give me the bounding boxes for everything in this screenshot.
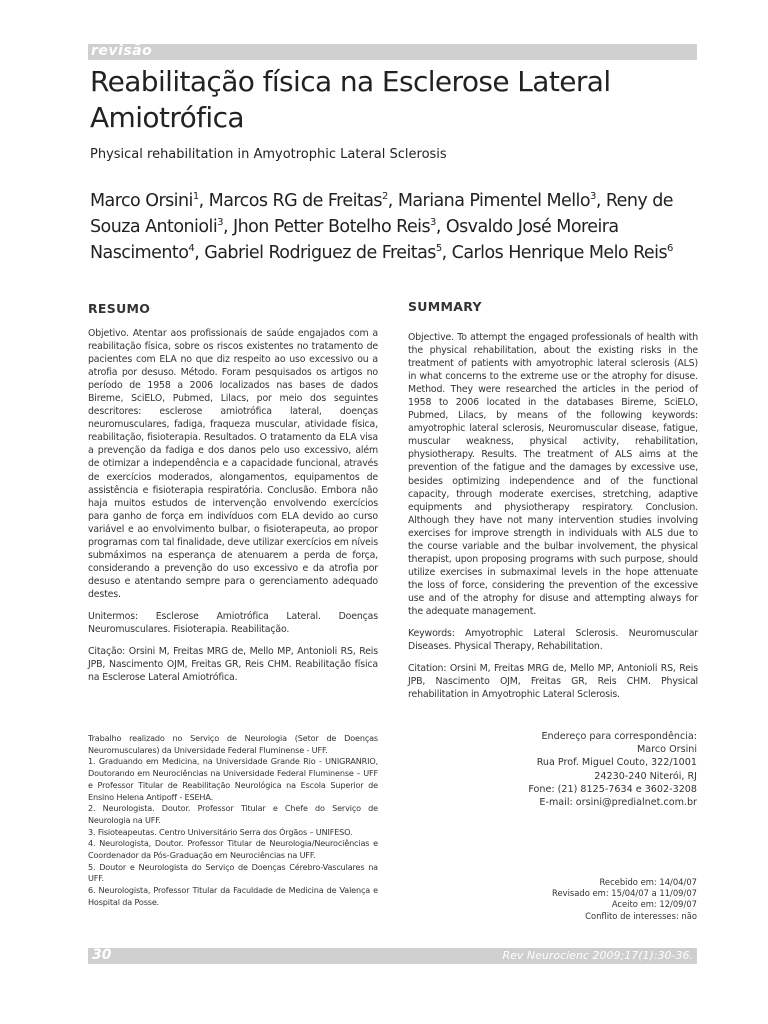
section-bar xyxy=(88,44,697,60)
author-affiliation: 4 xyxy=(188,243,195,255)
footnote: 6. Neurologista, Professor Titular da Faculdade de Medicina de Valença e Hospital da Posse. xyxy=(88,885,378,907)
summary-abstract: Objective. To attempt the engaged professionals of health with the physical rehabilitation, about the existing risks in the treatment of patients with amyotrophic lateral sclerosis (ALS) in what concerns to the extreme use or the atrophy for disuse. Method. They were researched the articles in the period of 1958 to 2006 located in the databases Bireme, SciELO, Pubmed, Lilacs, by means of the following keywords: amyotrophic lateral sclerosis, Neuromuscular disease, fatigue, muscular weakness, physical activity, rehabilitation, physiotherapy. Results. The treatment of ALS aims at the prevention of the fatigue and the damages by excessive use, besides optimizing independence and of the functional capacity, through moderate exercises, stretching, adaptive equipments and physiotherapy respiratory. Conclusion. Although they have not many intervention studies involving exercises for improve strength in individuals with ALS due to the course variable and the bulbar involvement, the physical therapist, upon proposing programs with such purpose, should utilize exercises in submaximal levels in the hope attenuate the loss of force, considering the prevention of the excessive use and of the atrophy for disuse and attempting always for the adequate management. xyxy=(408,332,698,617)
author-list: Marco Orsini$^1$, Marcos RG de Freitas$^2$, Mariana Pimentel Mello$^3$, Reny de Souza Antonioli$^3$, Jhon Petter Botelho Reis$^3$, Osvaldo José Moreira Nascimento$^4$, Gabriel Rodriguez de Freitas$^5$, Carlos Henrique Melo Reis$^6$ xyxy=(90,191,674,263)
footnote: Trabalho realizado no Serviço de Neurologia (Setor de Doenças Neuromusculares) da Universidade Federal Fluminense - UFF. xyxy=(88,733,378,755)
author-name: Gabriel Rodriguez de Freitas xyxy=(204,243,436,263)
summary-column xyxy=(408,331,698,710)
author-affiliation: 3 xyxy=(590,191,596,203)
correspondence-label: Endereço para correspondência: xyxy=(541,731,697,742)
correspondence-phone: Fone: (21) 8125-7634 e 3602-3208 xyxy=(528,783,697,795)
footnote: 5. Doutor e Neurologista do Serviço de Doenças Cérebro-Vasculares na UFF. xyxy=(88,861,378,884)
page-number: 30 xyxy=(92,947,112,963)
dates-block xyxy=(437,877,697,922)
conflict-of-interest: Conflito de interesses: não xyxy=(585,910,697,921)
summary-heading: SUMMARY xyxy=(408,299,482,314)
resumo-abstract: Objetivo. Atentar aos profissionais de saúde engajados com a reabilitação física, sobre os riscos existentes no tratamento de pacientes com ELA no que diz respeito ao uso excessivo ou a atrofia por desuso. Método. Foram pesquisados os artigos no período de 1958 a 2006 localizados nas bases de dados Bireme, SciELO, Pubmed, Lilacs, por meio dos seguintes descritores: esclerose amiotrófica lateral, doenças neuromusculares, fadiga, fraqueza muscular, atividade física, reabilitação, fisioterapia. Resultados. O tratamento da ELA visa a prevenção da fadiga e dos danos pelo uso excessivo, além de otimizar a independência e a capacidade funcional, através de exercícios moderados, alongamentos, equipamentos de assistência e fisioterapia respiratória. Conclusão. Embora não haja muitos estudos de intervenção envolvendo exercícios para ganho de força em indivíduos com ELA devido ao curso variável e ao envolvimento bulbar, o fisioterapeuta, ao propor programas com tal finalidade, deve utilizar exercícios em níveis submáximos na esperança de atenuarem a perda de força, considerando a prevenção do uso excessivo e da atrofia por desuso e atentando sempre para o gerenciamento adequado destes. xyxy=(88,328,378,600)
resumo-heading: RESUMO xyxy=(88,301,151,316)
footnote: 1. Graduando em Medicina, na Universidade Grande Rio - UNIGRANRIO, Doutorando em Neurociências na Universidade Federal Fluminense – UFF e Professor Titular de Reabilitação Neurológica na Escola Superior de Ensino Helena Antipoff - ESEHA. xyxy=(88,756,378,802)
correspondence-block xyxy=(437,730,697,809)
revised-date: Revisado em: 15/04/07 a 11/09/07 xyxy=(552,888,697,899)
author-name: Marco Orsini xyxy=(90,191,193,211)
author-name: Jhon Petter Botelho Reis xyxy=(233,217,431,237)
footnotes xyxy=(88,733,378,909)
resumo-citation: Citação: Orsini M, Freitas MRG de, Mello MP, Antonioli RS, Reis JPB, Nascimento OJM, Freitas GR, Reis CHM. Reabilitação física na Esclerose Lateral Amiotrófica. xyxy=(88,646,378,684)
author-affiliation: 6 xyxy=(667,243,673,255)
footer-bar xyxy=(88,948,697,964)
author-affiliation: 2 xyxy=(381,191,388,203)
author-name: Marcos RG de Freitas xyxy=(208,191,382,211)
author-affiliation: 3 xyxy=(217,217,223,229)
author-affiliation: 5 xyxy=(435,243,442,255)
article-title: Reabilitação física na Esclerose Lateral Amiotrófica xyxy=(90,65,611,134)
footnote: 2. Neurologista. Doutor. Professor Titular e Chefe do Serviço de Neurologia na UFF. xyxy=(88,803,378,825)
author-name: Osvaldo José Moreira Nascimento xyxy=(90,217,619,263)
summary-citation: Citation: Orsini M, Freitas MRG de, Mello MP, Antonioli RS, Reis JPB, Nascimento OJM, Freitas GR, Reis CHM. Physical rehabilitation in Amyotrophic Lateral Sclerosis. xyxy=(408,663,698,701)
resumo-column xyxy=(88,327,378,693)
correspondence-name: Marco Orsini xyxy=(637,744,697,756)
footnote: 4. Neurologista, Doutor. Professor Titular de Neurologia/Neurociências e Coordenador da Pós-Graduação em Neurociências na UFF. xyxy=(88,838,378,861)
author-affiliation: 1 xyxy=(192,191,199,203)
author-affiliation: 3 xyxy=(430,217,436,229)
correspondence-city: 24230-240 Niterói, RJ xyxy=(594,770,697,782)
author-name: Reny de Souza Antonioli xyxy=(90,191,674,237)
accepted-date: Aceito em: 12/09/07 xyxy=(611,899,697,910)
resumo-keywords: Unitermos: Esclerose Amiotrófica Lateral. Doenças Neuromusculares. Fisioterapia. Reabilitação. xyxy=(88,610,378,636)
article-subtitle: Physical rehabilitation in Amyotrophic Lateral Sclerosis xyxy=(90,147,447,162)
section-label: revisão xyxy=(91,43,153,59)
author-name: Carlos Henrique Melo Reis xyxy=(451,243,668,263)
received-date: Recebido em: 14/04/07 xyxy=(599,877,697,887)
journal-citation: Rev Neurocienc 2009;17(1):30-36. xyxy=(502,949,693,962)
correspondence-street: Rua Prof. Miguel Couto, 322/1001 xyxy=(536,757,697,769)
correspondence-email: E-mail: orsini@predialnet.com.br xyxy=(539,797,697,809)
footnote: 3. Fisioteapeutas. Centro Universitário Serra dos Órgãos – UNIFESO. xyxy=(88,826,353,837)
author-name: Mariana Pimentel Mello xyxy=(397,191,590,211)
summary-keywords: Keywords: Amyotrophic Lateral Sclerosis. Neuromuscular Diseases. Physical Therapy, Rehabilitation. xyxy=(408,628,698,653)
